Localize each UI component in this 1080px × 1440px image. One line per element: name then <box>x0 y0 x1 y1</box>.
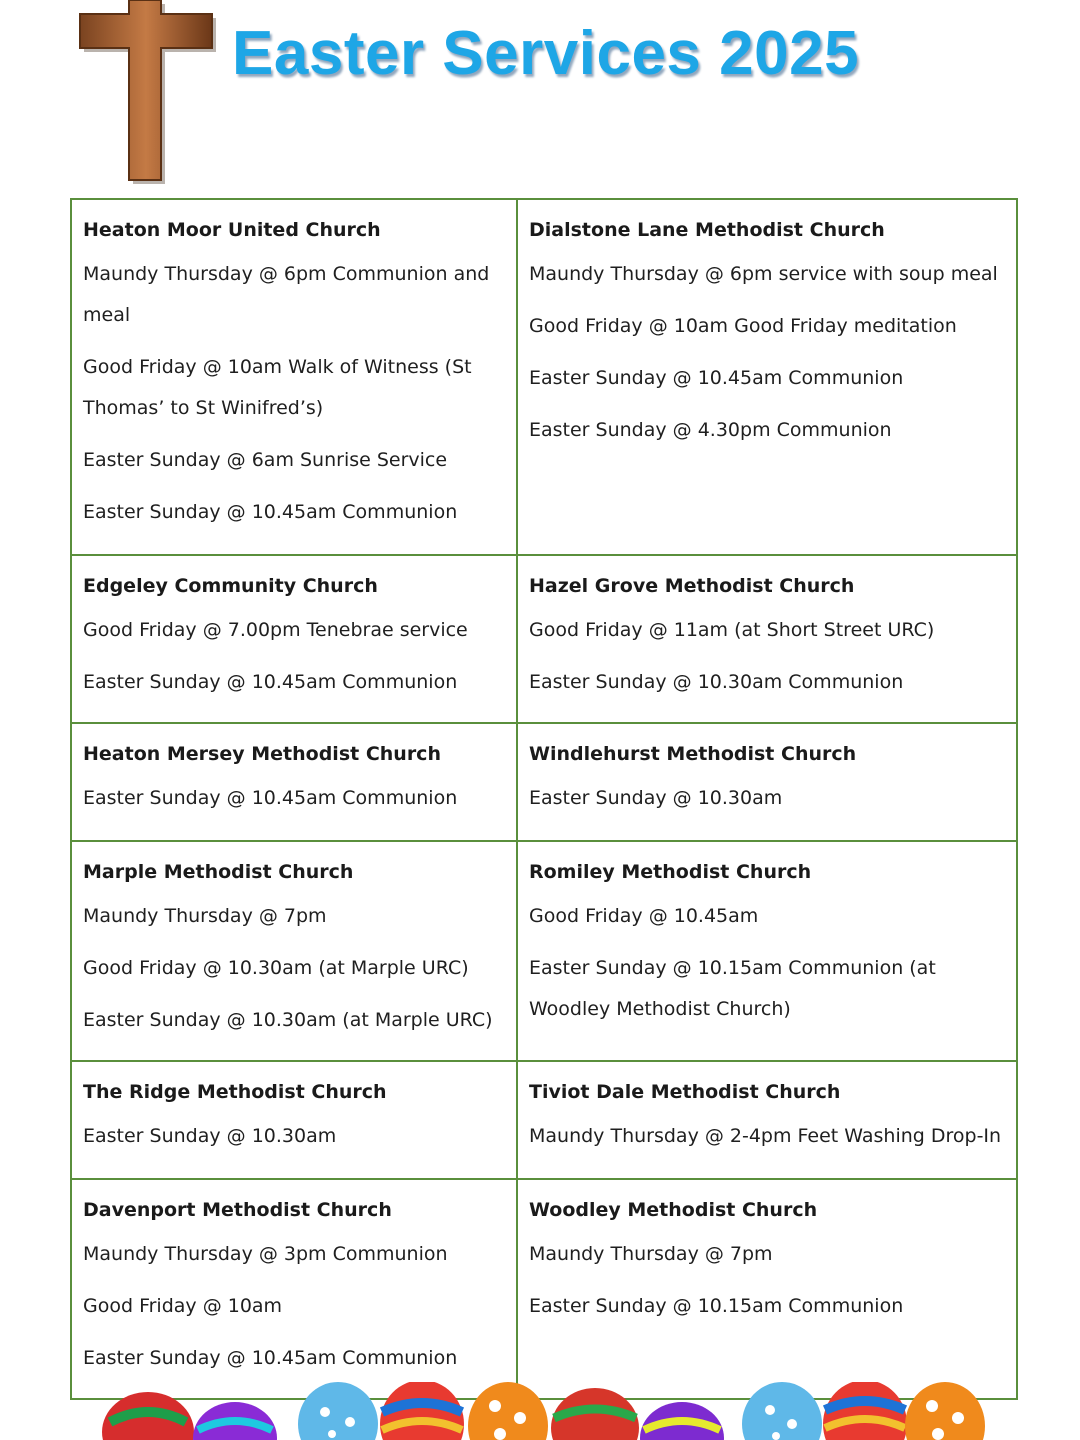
church-name: Marple Methodist Church <box>83 861 354 883</box>
church-cell-davenport <box>72 1180 518 1400</box>
service-item: Easter Sunday @ 10.30am (at Marple URC) <box>83 1009 493 1031</box>
cross-icon <box>76 0 216 185</box>
service-item: Good Friday @ 7.00pm Tenebrae service <box>83 619 468 641</box>
church-cell-dialstone-lane <box>518 200 1018 556</box>
easter-eggs-decoration <box>70 1382 1018 1440</box>
egg-icon <box>640 1402 724 1440</box>
church-cell-heaton-mersey <box>72 724 518 842</box>
church-cell-hazel-grove <box>518 556 1018 724</box>
service-item: Easter Sunday @ 4.30pm Communion <box>529 419 892 441</box>
service-item: Easter Sunday @ 10.30am <box>529 787 783 809</box>
service-item: Maundy Thursday @ 2-4pm Feet Washing Drop-In <box>529 1125 1002 1147</box>
church-name: Woodley Methodist Church <box>529 1199 818 1221</box>
egg-icon <box>551 1388 639 1440</box>
service-item: Maundy Thursday @ 6pm service with soup meal <box>529 263 998 285</box>
church-cell-tiviot-dale <box>518 1062 1018 1180</box>
service-item: Easter Sunday @ 10.30am <box>83 1125 337 1147</box>
egg-icon <box>468 1382 548 1440</box>
church-name: Hazel Grove Methodist Church <box>529 575 855 597</box>
page-title: Easter Services 2025 <box>232 19 860 88</box>
service-item: Maundy Thursday @ 7pm <box>529 1243 773 1265</box>
service-item: Maundy Thursday @ 3pm Communion <box>83 1243 448 1265</box>
church-name: Edgeley Community Church <box>83 575 378 597</box>
service-item: Easter Sunday @ 10.45am Communion <box>83 501 458 523</box>
service-item: Good Friday @ 10.45am <box>529 905 759 927</box>
egg-icon <box>298 1382 378 1440</box>
egg-icon <box>193 1402 277 1440</box>
church-name: Tiviot Dale Methodist Church <box>529 1081 841 1103</box>
church-cell-woodley <box>518 1180 1018 1400</box>
service-item: Easter Sunday @ 10.30am Communion <box>529 671 904 693</box>
church-name: Heaton Moor United Church <box>83 219 381 241</box>
egg-icon <box>905 1382 985 1440</box>
service-item: Good Friday @ 11am (at Short Street URC) <box>529 619 935 641</box>
egg-icon <box>823 1382 907 1440</box>
service-item: Easter Sunday @ 10.45am Communion <box>83 787 458 809</box>
church-name: Heaton Mersey Methodist Church <box>83 743 441 765</box>
service-item: Easter Sunday @ 10.45am Communion <box>83 671 458 693</box>
egg-icon <box>102 1392 194 1440</box>
service-item: Good Friday @ 10.30am (at Marple URC) <box>83 957 469 979</box>
service-item: Easter Sunday @ 10.45am Communion <box>83 1347 458 1369</box>
service-item: Maundy Thursday @ 7pm <box>83 905 327 927</box>
service-item: Easter Sunday @ 6am Sunrise Service <box>83 449 448 471</box>
service-item: Good Friday @ 10am Walk of Witness (St Thomas’ to St Winifred’s) <box>83 356 472 419</box>
church-name: The Ridge Methodist Church <box>83 1081 387 1103</box>
egg-icon <box>380 1382 464 1440</box>
church-cell-edgeley <box>72 556 518 724</box>
church-name: Davenport Methodist Church <box>83 1199 392 1221</box>
service-item: Easter Sunday @ 10.15am Communion (at Woodley Methodist Church) <box>529 957 936 1020</box>
church-name: Romiley Methodist Church <box>529 861 812 883</box>
church-cell-marple <box>72 842 518 1062</box>
service-item: Easter Sunday @ 10.45am Communion <box>529 367 904 389</box>
service-item: Good Friday @ 10am <box>83 1295 283 1317</box>
church-name: Windlehurst Methodist Church <box>529 743 857 765</box>
church-cell-heaton-moor <box>72 200 518 556</box>
church-cell-windlehurst <box>518 724 1018 842</box>
service-item: Easter Sunday @ 10.15am Communion <box>529 1295 904 1317</box>
church-cell-romiley <box>518 842 1018 1062</box>
service-item: Maundy Thursday @ 6pm Communion and meal <box>83 263 490 326</box>
church-cell-the-ridge <box>72 1062 518 1180</box>
service-item: Good Friday @ 10am Good Friday meditation <box>529 315 957 337</box>
church-name: Dialstone Lane Methodist Church <box>529 219 885 241</box>
egg-icon <box>742 1382 822 1440</box>
services-table <box>70 198 1018 1400</box>
